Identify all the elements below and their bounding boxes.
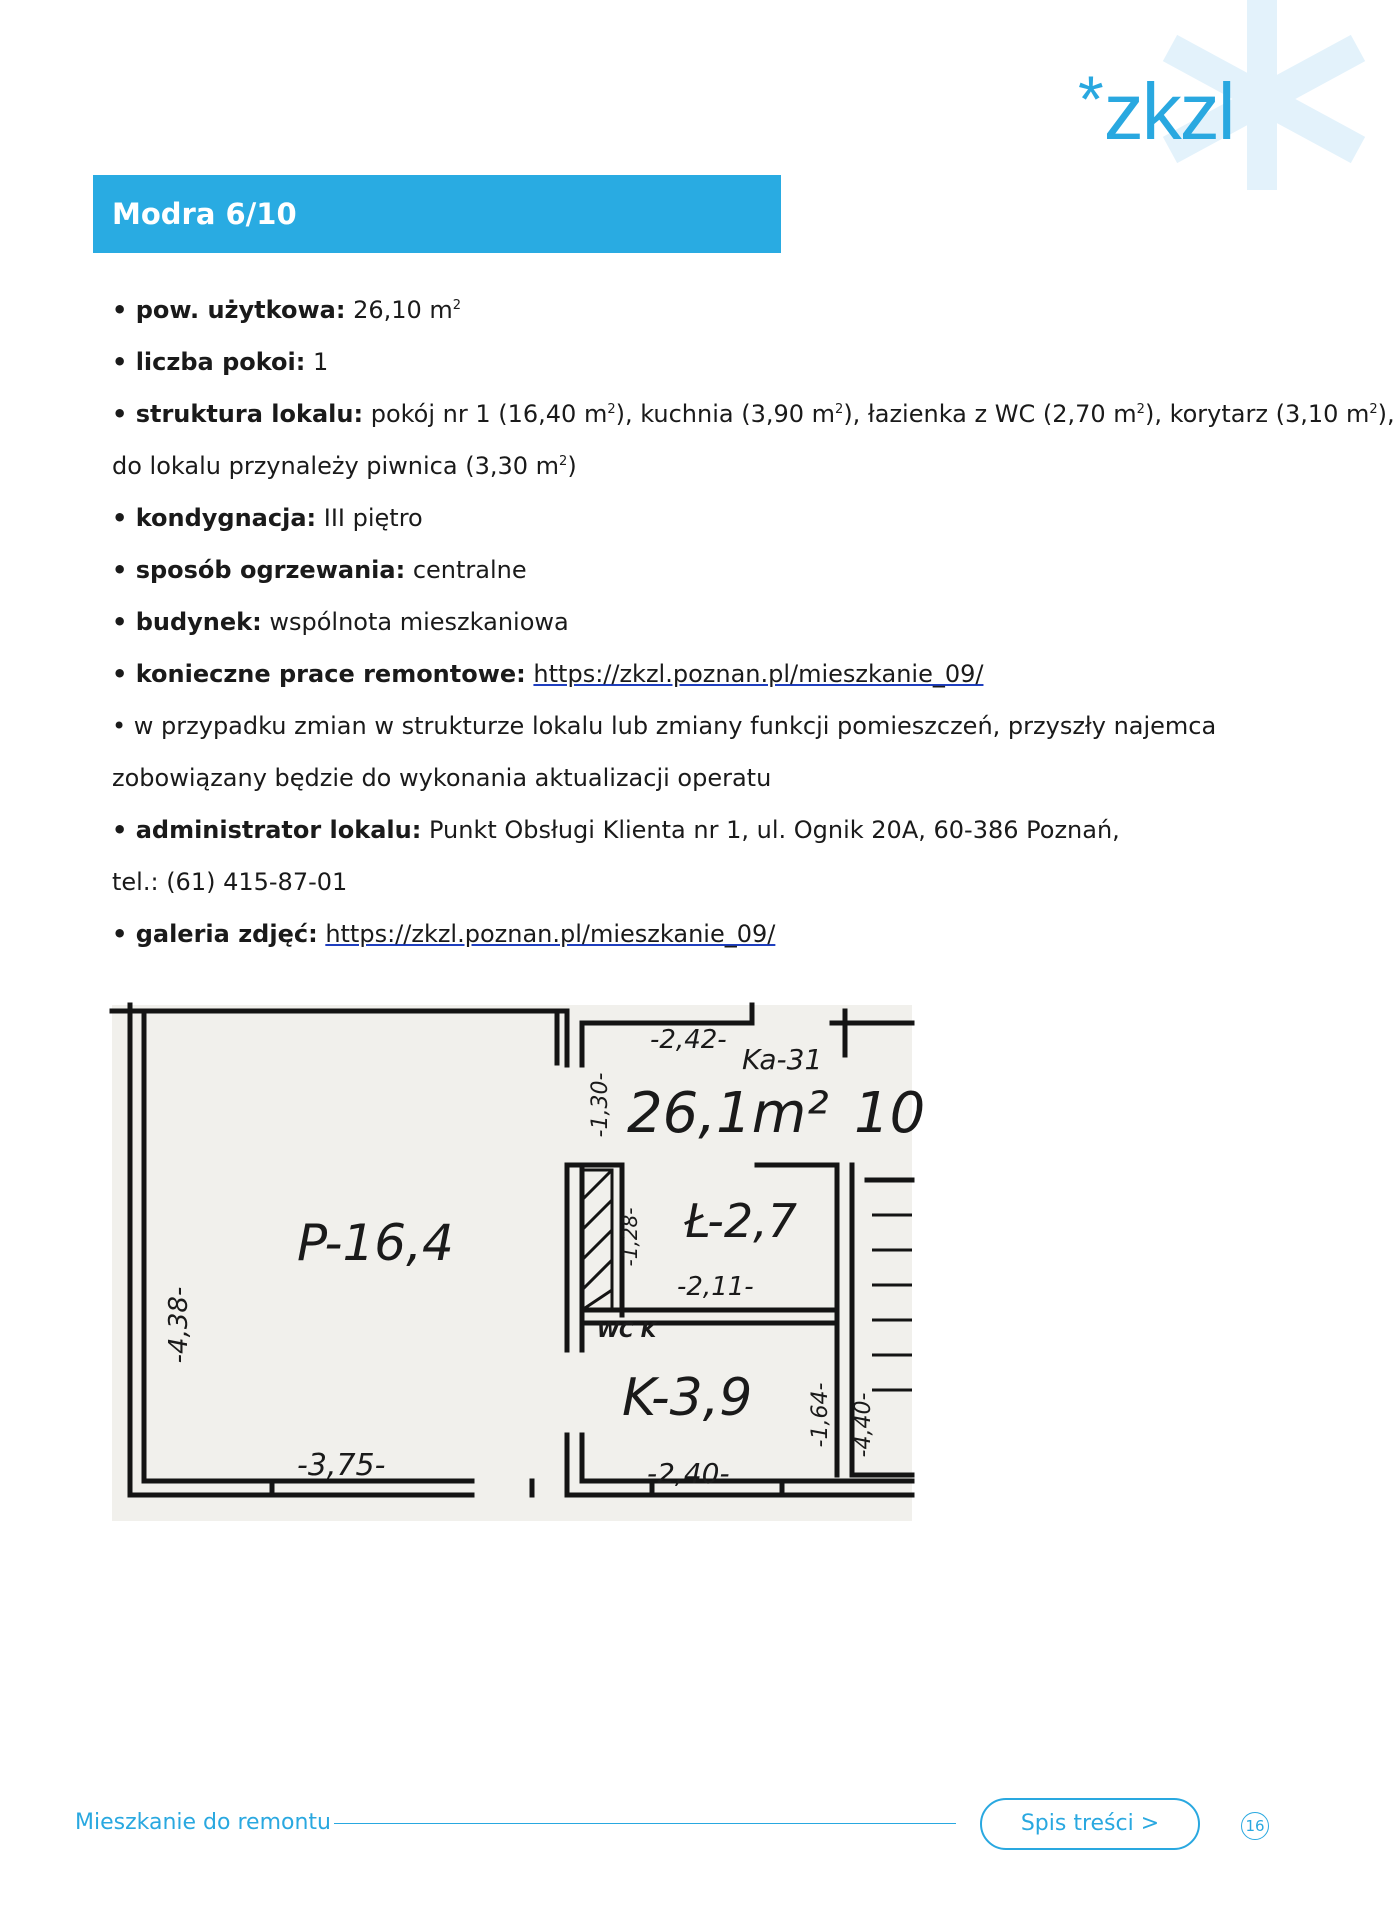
gallery-link[interactable]: https://zkzl.poznan.pl/mieszkanie_09/ bbox=[325, 920, 776, 948]
apartment-details bbox=[112, 284, 1395, 960]
logo-text: zkzl bbox=[1103, 67, 1234, 156]
detail-building: • budynek: wspólnota mieszkaniowa bbox=[112, 608, 569, 636]
plan-dim-p-bottom: -3,75- bbox=[297, 1448, 386, 1483]
plan-dim-bath-width: -2,11- bbox=[677, 1272, 754, 1302]
plan-room-kitchen: K-3,9 bbox=[622, 1368, 753, 1428]
footer-divider bbox=[334, 1823, 956, 1824]
plan-dim-kitchen-height: -1,64- bbox=[808, 1382, 833, 1448]
plan-room-bath: Ł-2,7 bbox=[685, 1194, 798, 1248]
detail-heating: • sposób ogrzewania: centralne bbox=[112, 556, 527, 584]
floor-plan bbox=[112, 1005, 926, 1521]
detail-structure: • struktura lokalu: pokój nr 1 (16,40 $m^2$), kuchnia (3,90 $m^2$), łazienka z WC (2,70 $m^2$), korytarz (3,10 $m^2$), bbox=[112, 400, 1395, 428]
plan-total-area: 26,1m² bbox=[627, 1081, 829, 1146]
logo-star-icon: * bbox=[1078, 62, 1102, 136]
footer-section-label: Mieszkanie do remontu bbox=[75, 1810, 331, 1835]
detail-rooms: • liczba pokoi: 1 bbox=[112, 348, 329, 376]
detail-note: • w przypadku zmian w strukturze lokalu lub zmiany funkcji pomieszczeń, przyszły najemca bbox=[112, 712, 1217, 740]
zkzl-logo bbox=[1078, 62, 1234, 156]
page-title: Modra 6/10 bbox=[112, 197, 297, 231]
title-bar bbox=[93, 175, 781, 253]
page-number: 16 bbox=[1241, 1812, 1269, 1840]
detail-admin-tel: tel.: (61) 415-87-01 bbox=[112, 868, 348, 896]
detail-gallery: • galeria zdjęć: https://zkzl.poznan.pl/mieszkanie_09/ bbox=[112, 920, 776, 948]
detail-structure-cont: do lokalu przynależy piwnica (3,30 $m^2$) bbox=[112, 452, 577, 480]
detail-floor: • kondygnacja: III piętro bbox=[112, 504, 423, 532]
plan-dim-k-bottom: -2,40- bbox=[647, 1457, 730, 1490]
plan-dim-right: -4,40- bbox=[851, 1392, 876, 1458]
table-of-contents-button[interactable]: Spis treści > bbox=[980, 1798, 1200, 1850]
plan-wc-label: WC K bbox=[597, 1318, 657, 1342]
detail-note-cont: zobowiązany będzie do wykonania aktualizacji operatu bbox=[112, 764, 772, 792]
plan-dim-bath-height: -1,28- bbox=[618, 1207, 642, 1267]
detail-admin: • administrator lokalu: Punkt Obsługi Klienta nr 1, ul. Ognik 20A, 60-386 Poznań, bbox=[112, 816, 1120, 844]
plan-room-p: P-16,4 bbox=[297, 1214, 454, 1272]
detail-area: • pow. użytkowa: 26,10 $m^2$ bbox=[112, 296, 462, 324]
plan-dim-top: -2,42- bbox=[650, 1025, 727, 1055]
detail-repairs: • konieczne prace remontowe: https://zkzl.poznan.pl/mieszkanie_09/ bbox=[112, 660, 984, 688]
plan-flat-number: 10 bbox=[854, 1081, 926, 1146]
plan-dim-corridor: -1,30- bbox=[588, 1072, 613, 1138]
plan-corridor-code: Ka-31 bbox=[742, 1043, 823, 1076]
plan-dim-left: -4,38- bbox=[164, 1286, 194, 1364]
repairs-link[interactable]: https://zkzl.poznan.pl/mieszkanie_09/ bbox=[533, 660, 984, 688]
